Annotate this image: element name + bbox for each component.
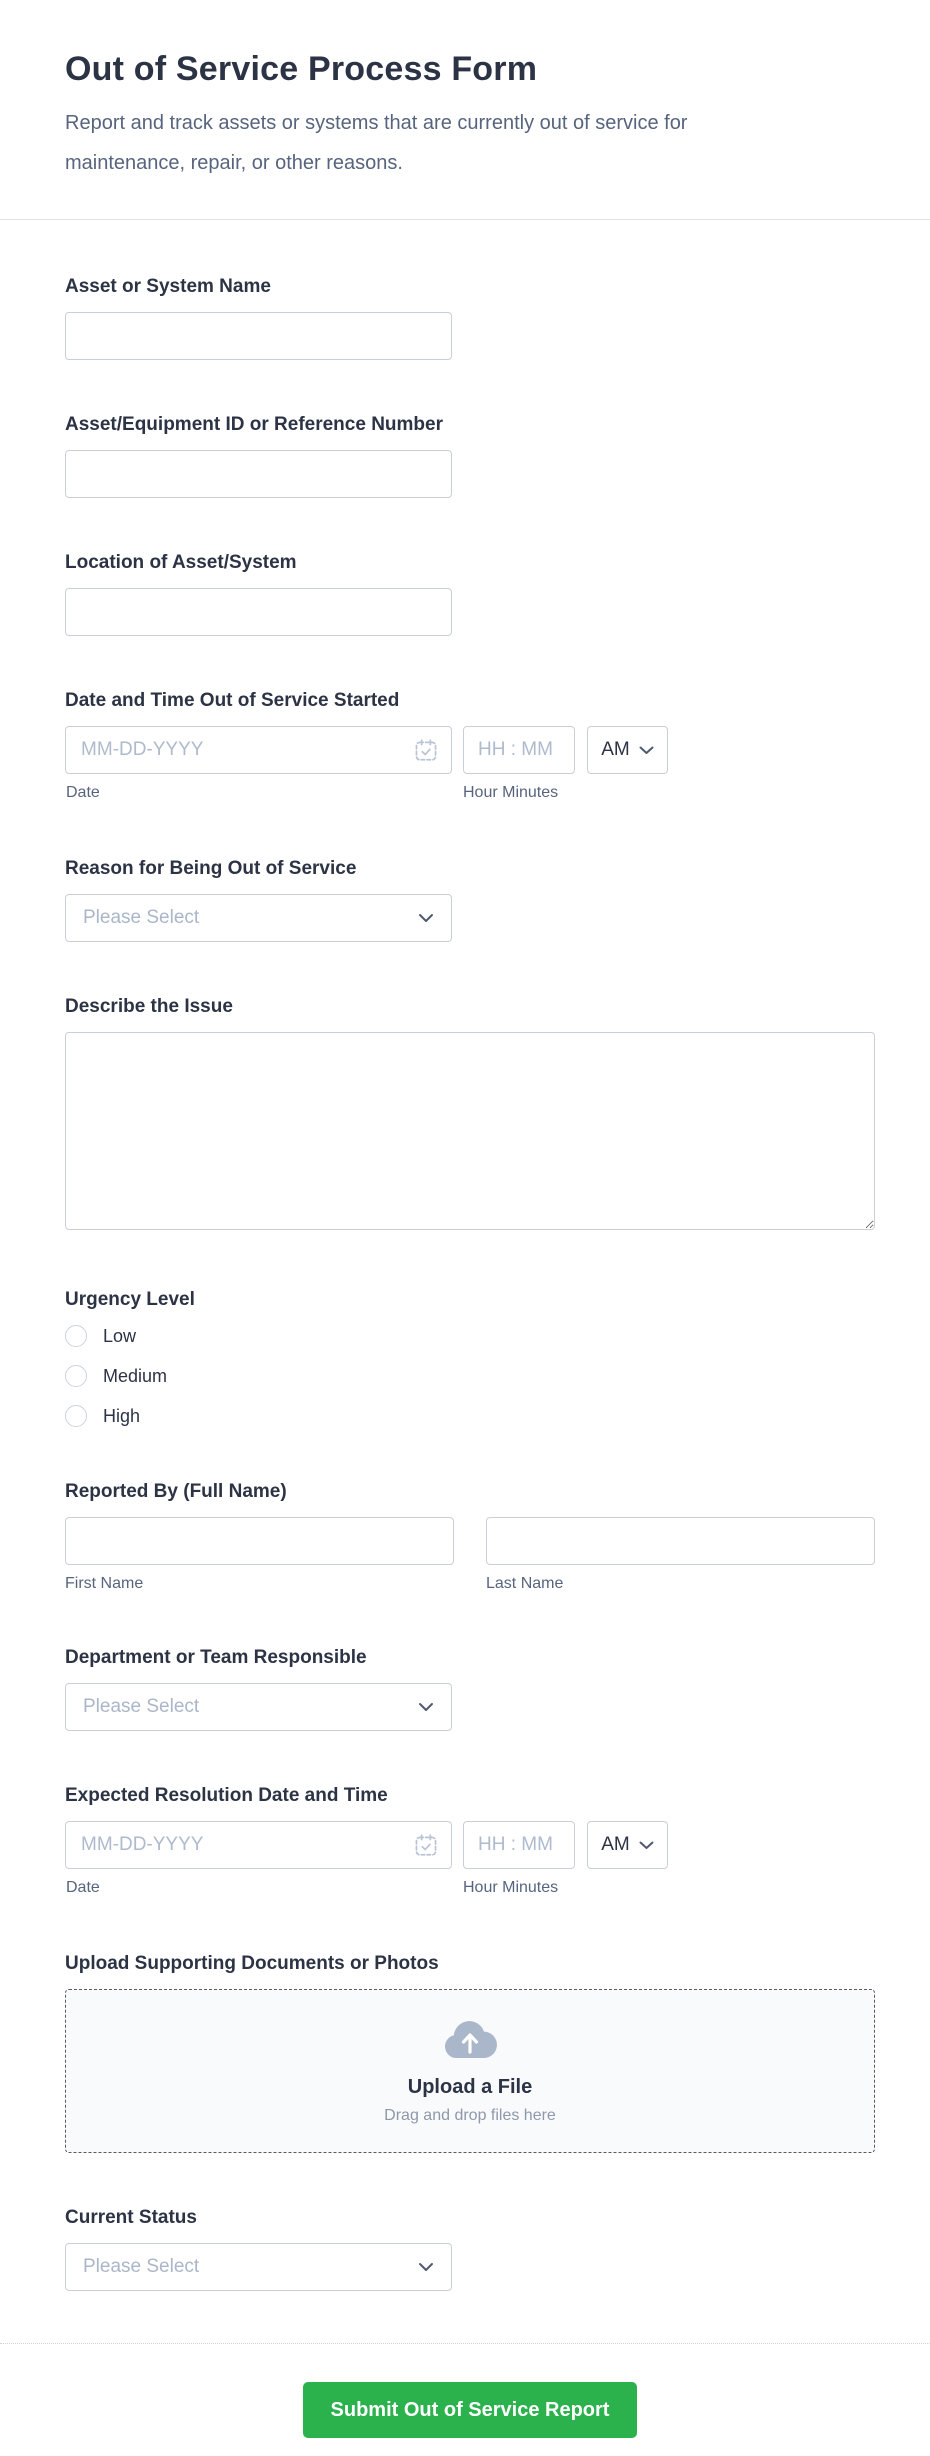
location-label: Location of Asset/System: [65, 552, 297, 573]
field-location: [65, 550, 865, 636]
resolution-ampm-select[interactable]: [587, 1821, 668, 1869]
last-name-col: [486, 1517, 875, 1593]
start-date-sublabel: Date: [66, 784, 100, 801]
form-header: [0, 0, 930, 220]
resolution-date-sublabel: Date: [66, 1879, 100, 1896]
urgency-option-medium[interactable]: [65, 1365, 865, 1387]
chevron-down-icon: [639, 746, 654, 755]
first-name-input[interactable]: [65, 1517, 454, 1565]
last-name-sublabel: Last Name: [486, 1575, 564, 1592]
reason-select-placeholder: Please Select: [83, 907, 200, 928]
upload-label: Upload Supporting Documents or Photos: [65, 1953, 439, 1974]
start-time-input[interactable]: [463, 726, 575, 774]
describe-textarea[interactable]: [65, 1032, 875, 1230]
department-select[interactable]: [65, 1683, 452, 1731]
asset-id-label: Asset/Equipment ID or Reference Number: [65, 414, 443, 435]
start-datetime-row: [65, 726, 865, 774]
resolution-datetime-sublabels: [65, 1879, 865, 1899]
reported-by-label: Reported By (Full Name): [65, 1481, 287, 1502]
urgency-option-high[interactable]: [65, 1405, 865, 1427]
field-describe: [65, 994, 865, 1235]
field-status: [65, 2205, 865, 2291]
field-department: [65, 1645, 865, 1731]
radio-medium[interactable]: [65, 1365, 87, 1387]
submit-row: [65, 2344, 875, 2438]
asset-id-input[interactable]: [65, 450, 452, 498]
asset-name-label: Asset or System Name: [65, 276, 271, 297]
reason-select[interactable]: [65, 894, 452, 942]
status-select-placeholder: Please Select: [83, 2256, 200, 2277]
start-datetime-label: Date and Time Out of Service Started: [65, 690, 400, 711]
last-name-input[interactable]: [486, 1517, 875, 1565]
status-select[interactable]: [65, 2243, 452, 2291]
upload-hint-text: Drag and drop files here: [384, 2106, 556, 2124]
submit-button[interactable]: Submit Out of Service Report: [303, 2382, 638, 2438]
upload-button-text: Upload a File: [407, 2075, 533, 2098]
field-asset-name: [65, 274, 865, 360]
field-asset-id: [65, 412, 865, 498]
start-date-input[interactable]: [65, 726, 452, 774]
urgency-option-low[interactable]: [65, 1325, 865, 1347]
start-time-sublabel: Hour Minutes: [463, 784, 559, 801]
asset-name-input[interactable]: [65, 312, 452, 360]
field-upload: [65, 1951, 865, 2153]
resolution-time-input[interactable]: [463, 1821, 575, 1869]
start-ampm-select[interactable]: [587, 726, 668, 774]
calendar-check-icon[interactable]: [413, 737, 439, 768]
field-reported-by: [65, 1479, 865, 1593]
resolution-datetime-label: Expected Resolution Date and Time: [65, 1785, 388, 1806]
status-label: Current Status: [65, 2207, 197, 2228]
first-name-col: [65, 1517, 454, 1593]
radio-low-label: Low: [103, 1325, 137, 1346]
start-datetime-sublabels: [65, 784, 865, 804]
urgency-label: Urgency Level: [65, 1289, 195, 1310]
chevron-down-icon: [418, 913, 434, 923]
page-title: Out of Service Process Form: [65, 50, 538, 88]
field-resolution-datetime: [65, 1783, 865, 1899]
reason-label: Reason for Being Out of Service: [65, 858, 357, 879]
radio-medium-label: Medium: [103, 1365, 168, 1386]
start-ampm-value: AM: [601, 739, 630, 760]
cloud-upload-icon: [442, 2018, 498, 2060]
field-start-datetime: [65, 688, 865, 804]
department-select-placeholder: Please Select: [83, 1696, 200, 1717]
chevron-down-icon: [418, 2262, 434, 2272]
page-subtitle: Report and track assets or systems that are currently out of service for maintenance, repair, or other reasons.: [65, 112, 688, 174]
chevron-down-icon: [418, 1702, 434, 1712]
resolution-date-wrap: [65, 1821, 452, 1869]
resolution-ampm-value: AM: [601, 1834, 630, 1855]
department-label: Department or Team Responsible: [65, 1647, 367, 1668]
form-body: [0, 220, 930, 2438]
first-name-sublabel: First Name: [65, 1575, 144, 1592]
field-urgency: [65, 1287, 865, 1427]
resolution-time-sublabel: Hour Minutes: [463, 1879, 559, 1896]
resolution-date-input[interactable]: [65, 1821, 452, 1869]
radio-high-label: High: [103, 1405, 141, 1426]
calendar-check-icon[interactable]: [413, 1832, 439, 1863]
reported-by-row: [65, 1517, 875, 1593]
radio-high[interactable]: [65, 1405, 87, 1427]
location-input[interactable]: [65, 588, 452, 636]
describe-label: Describe the Issue: [65, 996, 233, 1017]
field-reason: [65, 856, 865, 942]
chevron-down-icon: [639, 1841, 654, 1850]
start-date-wrap: [65, 726, 452, 774]
radio-low[interactable]: [65, 1325, 87, 1347]
resolution-datetime-row: [65, 1821, 865, 1869]
upload-dropzone[interactable]: [65, 1989, 875, 2153]
